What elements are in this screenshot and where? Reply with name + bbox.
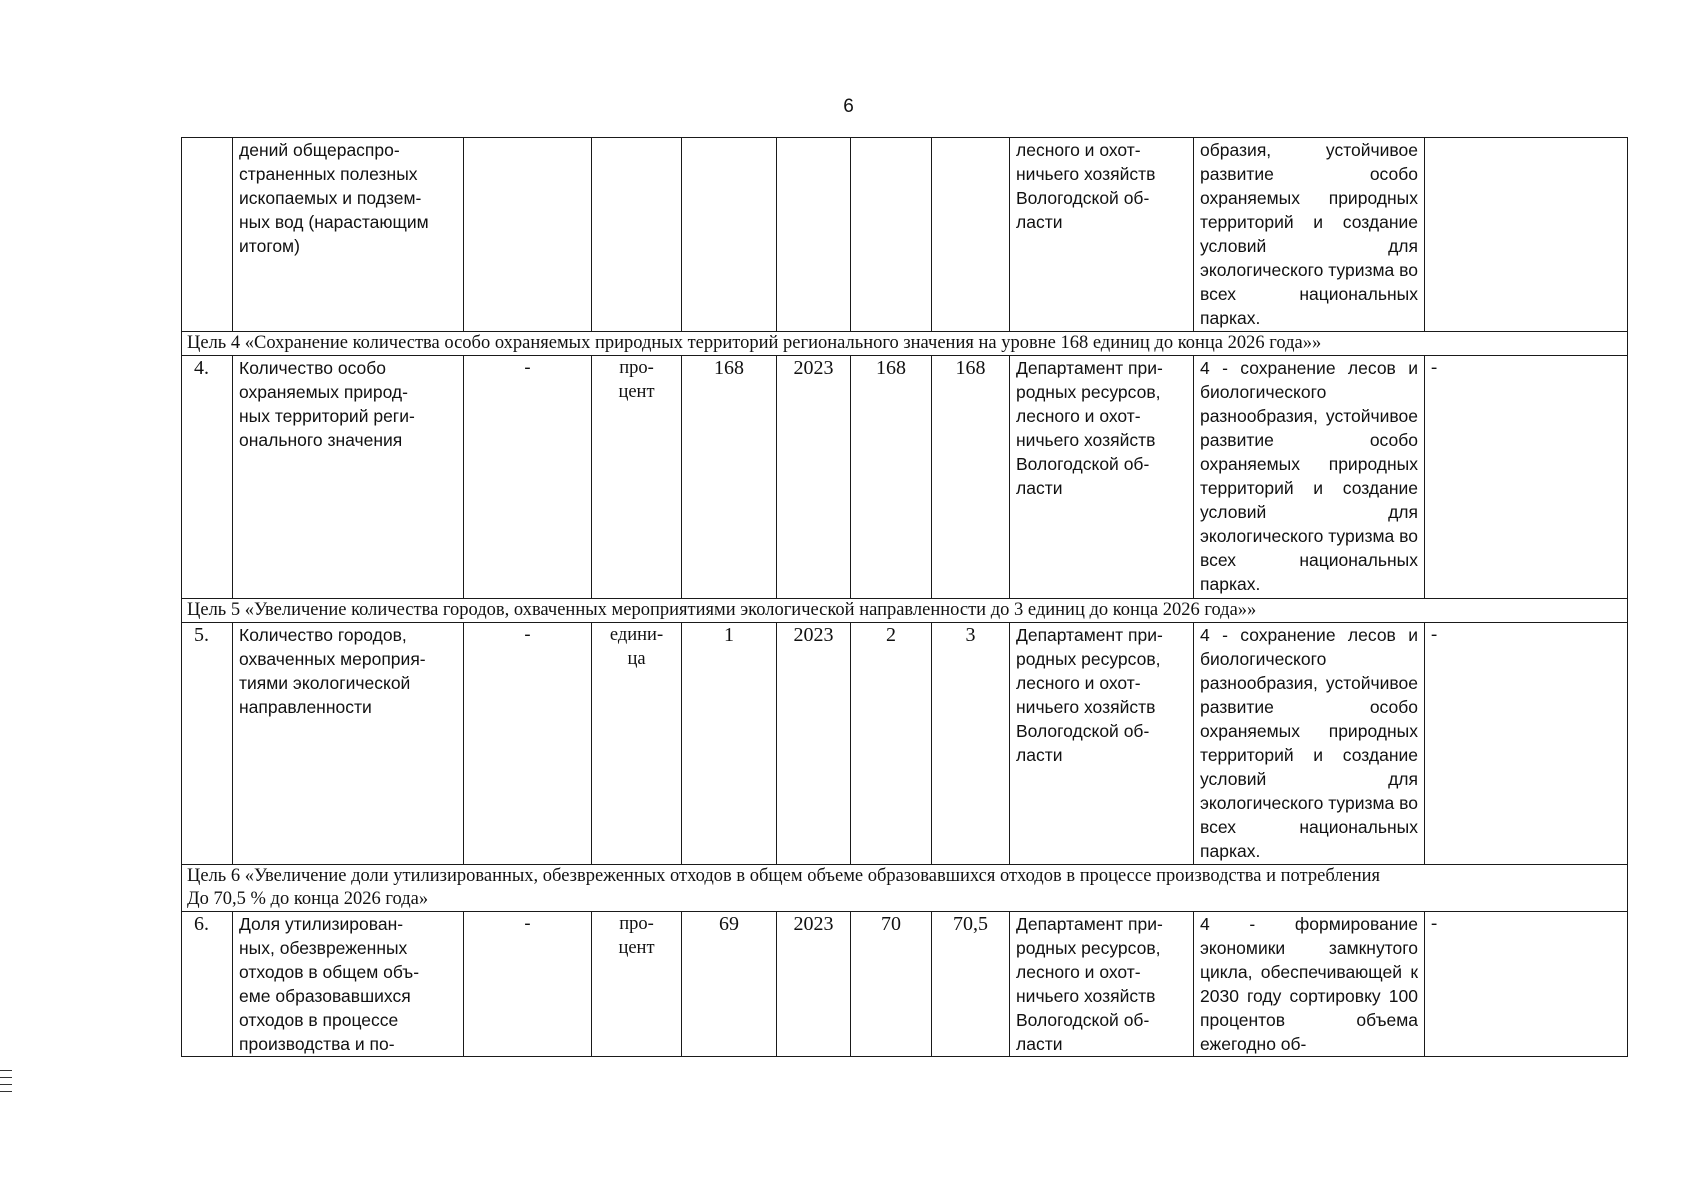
table-row <box>182 356 1628 599</box>
cell-base-year <box>777 138 851 332</box>
cell-unit <box>592 623 682 865</box>
scan-mark <box>0 1070 12 1071</box>
link-text: 4 - сохранение лесов и биологического разнообразия, устойчивое развитие особо охраняемых природных территорий и создание условий для экологического туризма во всех национальных парках. <box>1200 358 1418 594</box>
cell-link <box>1194 138 1425 332</box>
goal-row <box>182 865 1628 912</box>
goal-5-heading: Цель 5 «Увеличение количества городов, охваченных мероприятиями экологической направленности до 3 единиц до конца 2026 года»» <box>182 599 1628 623</box>
cell-unit <box>592 138 682 332</box>
cell-department <box>1010 912 1194 1057</box>
cell-link <box>1194 623 1425 865</box>
cell-type <box>464 138 592 332</box>
cell-base-year: 2023 <box>777 623 851 865</box>
cell-type: - <box>464 356 592 599</box>
cell-department <box>1010 138 1194 332</box>
cell-base-value: 69 <box>682 912 777 1057</box>
cell-base-value <box>682 138 777 332</box>
row-number: 5. <box>182 623 233 865</box>
indicator-text: Доля утилизирован- ных, обезвреженных отходов в общем объ- еме образовавшихся отходов в процессе производства и по- <box>239 914 420 1054</box>
cell-value-1: 2 <box>851 623 932 865</box>
cell-value-1: 70 <box>851 912 932 1057</box>
cell-value-1 <box>851 138 932 332</box>
cell-link <box>1194 912 1425 1057</box>
goal-6-line-2: До 70,5 % до конца 2026 года» <box>187 889 429 909</box>
cell-type: - <box>464 912 592 1057</box>
indicator-text: дений общераспро- страненных полезных ископаемых и подзем- ных вод (нарастающим итогом) <box>239 140 429 256</box>
cell-value-2 <box>932 138 1010 332</box>
table-row <box>182 623 1628 865</box>
department-text: Департамент при- родных ресурсов, лесного и охот- ничьего хозяйств Вологодской об- ласти <box>1016 914 1163 1054</box>
cell-unit <box>592 912 682 1057</box>
scan-mark <box>0 1091 12 1092</box>
cell-base-value: 168 <box>682 356 777 599</box>
unit-text: про- цент <box>618 914 655 958</box>
row-number: 6. <box>182 912 233 1057</box>
cell-department <box>1010 623 1194 865</box>
cell-indicator <box>233 356 464 599</box>
department-text: Департамент при- родных ресурсов, лесного и охот- ничьего хозяйств Вологодской об- ласти <box>1016 625 1163 765</box>
indicator-text: Количество городов, охваченных мероприя- тиями экологической направленности <box>239 625 426 717</box>
link-text: 4 - формирование экономики замкнутого цикла, обеспечивающей к 2030 году сортировку 100 процентов объема ежегодно об- <box>1200 914 1418 1054</box>
goal-6-line-1: Цель 6 «Увеличение доли утилизированных, обезвреженных отходов в общем объеме образовавшихся отходов в процессе производства и потребления <box>187 866 1381 886</box>
goal-6-heading <box>182 865 1628 912</box>
link-text: 4 - сохранение лесов и биологического разнообразия, устойчивое развитие особо охраняемых природных территорий и создание условий для экологического туризма во всех национальных парках. <box>1200 625 1418 861</box>
department-text: лесного и охот- ничьего хозяйств Вологодской об- ласти <box>1016 140 1156 232</box>
unit-text: про- цент <box>618 358 655 402</box>
cell-indicator <box>233 138 464 332</box>
indicator-text: Количество особо охраняемых природ- ных территорий реги- онального значения <box>239 358 415 450</box>
cell-indicator <box>233 912 464 1057</box>
department-text: Департамент при- родных ресурсов, лесного и охот- ничьего хозяйств Вологодской об- ласти <box>1016 358 1163 498</box>
table-row <box>182 138 1628 332</box>
goal-row <box>182 332 1628 356</box>
indicators-table <box>181 137 1628 1057</box>
cell-value-1: 168 <box>851 356 932 599</box>
cell-info: - <box>1425 356 1628 599</box>
cell-type: - <box>464 623 592 865</box>
scan-mark <box>0 1084 12 1085</box>
page-number: 6 <box>843 96 854 117</box>
cell-num <box>182 138 233 332</box>
table-row <box>182 912 1628 1057</box>
cell-unit <box>592 356 682 599</box>
goal-4-heading: Цель 4 «Сохранение количества особо охраняемых природных территорий регионального значения на уровне 168 единиц до конца 2026 года»» <box>182 332 1628 356</box>
cell-value-2: 70,5 <box>932 912 1010 1057</box>
cell-value-2: 168 <box>932 356 1010 599</box>
scan-mark <box>0 1077 12 1078</box>
goal-row <box>182 599 1628 623</box>
cell-base-year: 2023 <box>777 356 851 599</box>
cell-info: - <box>1425 623 1628 865</box>
cell-link <box>1194 356 1425 599</box>
link-text: образия, устойчивое развитие особо охраняемых природных территорий и создание условий для экологического туризма во всех национальных парках. <box>1200 140 1418 328</box>
cell-value-2: 3 <box>932 623 1010 865</box>
cell-indicator <box>233 623 464 865</box>
cell-info: - <box>1425 912 1628 1057</box>
unit-text: едини- ца <box>609 625 664 669</box>
cell-base-year: 2023 <box>777 912 851 1057</box>
scan-edge-marks <box>0 1070 12 1098</box>
cell-base-value: 1 <box>682 623 777 865</box>
cell-info <box>1425 138 1628 332</box>
cell-department <box>1010 356 1194 599</box>
row-number: 4. <box>182 356 233 599</box>
